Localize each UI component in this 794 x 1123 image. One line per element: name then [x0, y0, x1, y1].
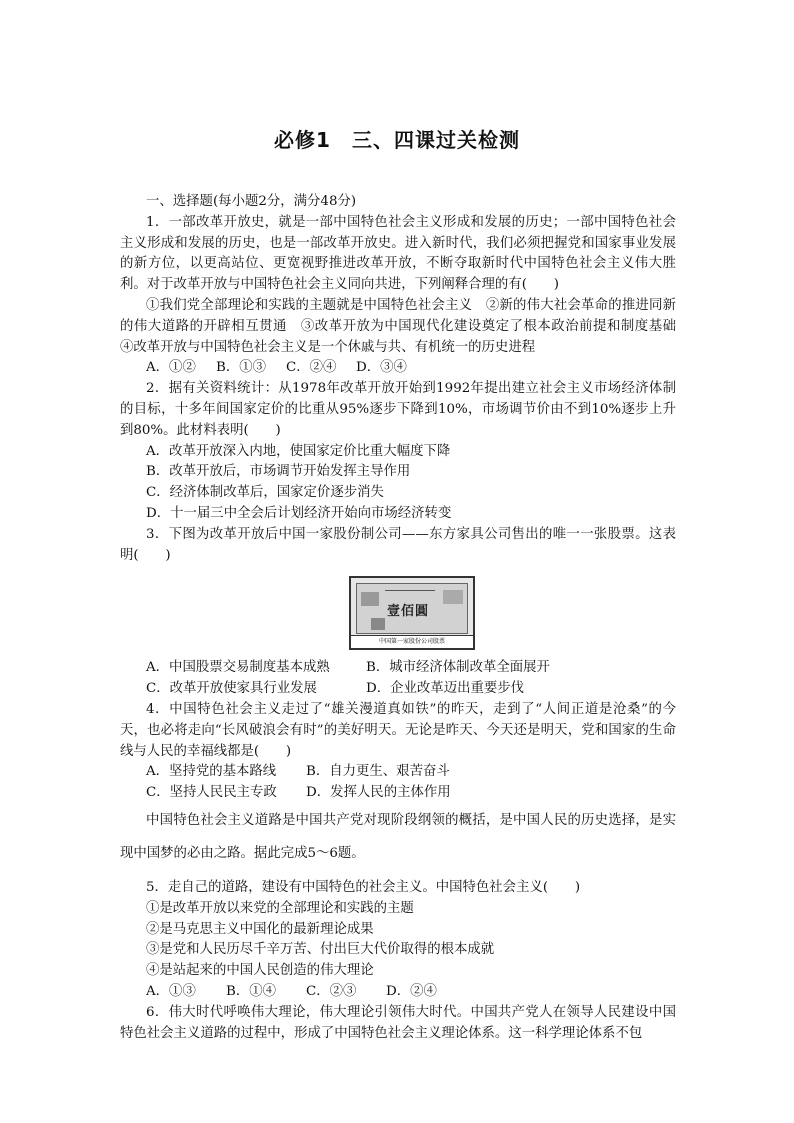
- q6-stem: 6．伟大时代呼唤伟大理论，伟大理论引领伟大时代。中国共产党人在领导人民建设中国特色社会主义道路的过程中，形成了中国特色社会主义理论体系。这一科学理论体系不包: [120, 1004, 676, 1041]
- q4-option-b: B．自力更生、艰苦奋斗: [306, 764, 450, 780]
- stock-certificate-body: [356, 583, 468, 634]
- q1-statements: ①我们党全部理论和实践的主题就是中国特色社会主义 ②新的伟大社会革命的推进同新的伟大道路的开辟相互贯通 ③改革开放为中国现代化建设奠定了根本政治前提和制度基础 ④改革开放与中国特色社会主义是一个休戚与共、有机统一的历史进程: [120, 297, 690, 355]
- stock-denomination: 壹佰圓: [387, 604, 430, 620]
- q3-options-row1: [120, 658, 676, 679]
- q2-option-c: C．经济体制改革后，国家定价逐步消失: [146, 485, 384, 501]
- q3-option-c: C．改革开放使家具行业发展: [146, 681, 317, 697]
- decor-block: [361, 592, 379, 606]
- stock-certificate-image: [349, 576, 475, 650]
- q4-option-a: A．坚持党的基本路线: [146, 764, 277, 780]
- page-title: 必修1 三、四课过关检测: [274, 128, 520, 152]
- q1-stem: 1．一部改革开放史，就是一部中国特色社会主义形成和发展的历史；一部中国特色社会主义形成和发展的历史，也是一部改革开放史。进入新时代，我们必须把握党和国家事业发展的新方位，以更高站位、更宽视野推进改革开放，不断夺取新时代中国特色社会主义伟大胜利。对于改革开放与中国特色社会主义同向共进，下列阐释合理的有( ): [120, 214, 676, 293]
- q5-option-b: B．①④: [226, 983, 277, 999]
- q1-options: [120, 358, 676, 379]
- q3-option-b: B．城市经济体制改革全面展开: [366, 660, 550, 676]
- q5-statement-1: ①是改革开放以来党的全部理论和实践的主题: [146, 900, 414, 916]
- q3-stem: 3．下图为改革开放后中国一家股份制公司——东方家具公司售出的唯一一张股票。这表明( ): [120, 526, 676, 563]
- q5-stem: 5．走自己的道路，建设有中国特色的社会主义。中国特色社会主义( ): [146, 879, 581, 895]
- stock-caption: 中国第一家股份公司股票: [351, 635, 473, 648]
- q3-options-row2: [120, 679, 676, 700]
- q4-options-row2: [120, 783, 676, 804]
- q5-statement-3: ③是党和人民历尽千辛万苦、付出巨大代价取得的根本成就: [146, 942, 495, 958]
- decor-block: [443, 590, 463, 604]
- q5-6-intro: 中国特色社会主义道路是中国共产党对现阶段纲领的概括，是中国人民的历史选择，是实现中国梦的必由之路。据此完成5～6题。: [120, 812, 676, 861]
- q5-option-c: C．②③: [306, 983, 357, 999]
- q1-option-c: C．②④: [286, 360, 337, 376]
- q3-option-d: D．企业改革迈出重要步伐: [366, 681, 525, 697]
- q1-option-a: A．①②: [146, 360, 196, 376]
- q2-option-b: B．改革开放后，市场调节开始发挥主导作用: [146, 464, 411, 480]
- decor-line: [385, 590, 435, 591]
- decor-block: [371, 618, 385, 630]
- q5-statement-4: ④是站起来的中国人民创造的伟大理论: [146, 963, 374, 979]
- q5-option-a: A．①③: [146, 983, 196, 999]
- q4-options-row1: [120, 762, 676, 783]
- q5-option-d: D．②④: [386, 983, 437, 999]
- q1-option-d: D．③④: [356, 360, 407, 376]
- q3-option-a: A．中国股票交易制度基本成熟: [146, 660, 330, 676]
- q4-option-d: D．发挥人民的主体作用: [306, 785, 451, 801]
- q5-statement-2: ②是马克思主义中国化的最新理论成果: [146, 921, 374, 937]
- q5-options: [120, 982, 676, 1003]
- section-heading: 一、选择题(每小题2分，满分48分): [146, 194, 357, 209]
- q4-stem: 4．中国特色社会主义走过了“雄关漫道真如铁”的昨天，走到了“人间正道是沧桑”的今天，也必将走向“长风破浪会有时”的美好明天。无论是昨天、今天还是明天，党和国家的生命线与人民的幸福线都是( ): [120, 701, 676, 759]
- q2-option-d: D．十一届三中全会后计划经济开始向市场经济转变: [146, 505, 452, 521]
- q3-figure: [120, 576, 676, 652]
- q4-option-c: C．坚持人民民主专政: [146, 785, 277, 801]
- q2-stem: 2．据有关资料统计：从1978年改革开放开始到1992年提出建立社会主义市场经济体制的目标，十多年间国家定价的比重从95%逐步下降到10%，市场调节价由不到10%逐步上升到80%。此材料表明( ): [120, 381, 676, 438]
- q2-option-a: A．改革开放深入内地，使国家定价比重大幅度下降: [146, 443, 451, 459]
- exam-content: [120, 192, 690, 1044]
- q1-option-b: B．①③: [216, 360, 267, 376]
